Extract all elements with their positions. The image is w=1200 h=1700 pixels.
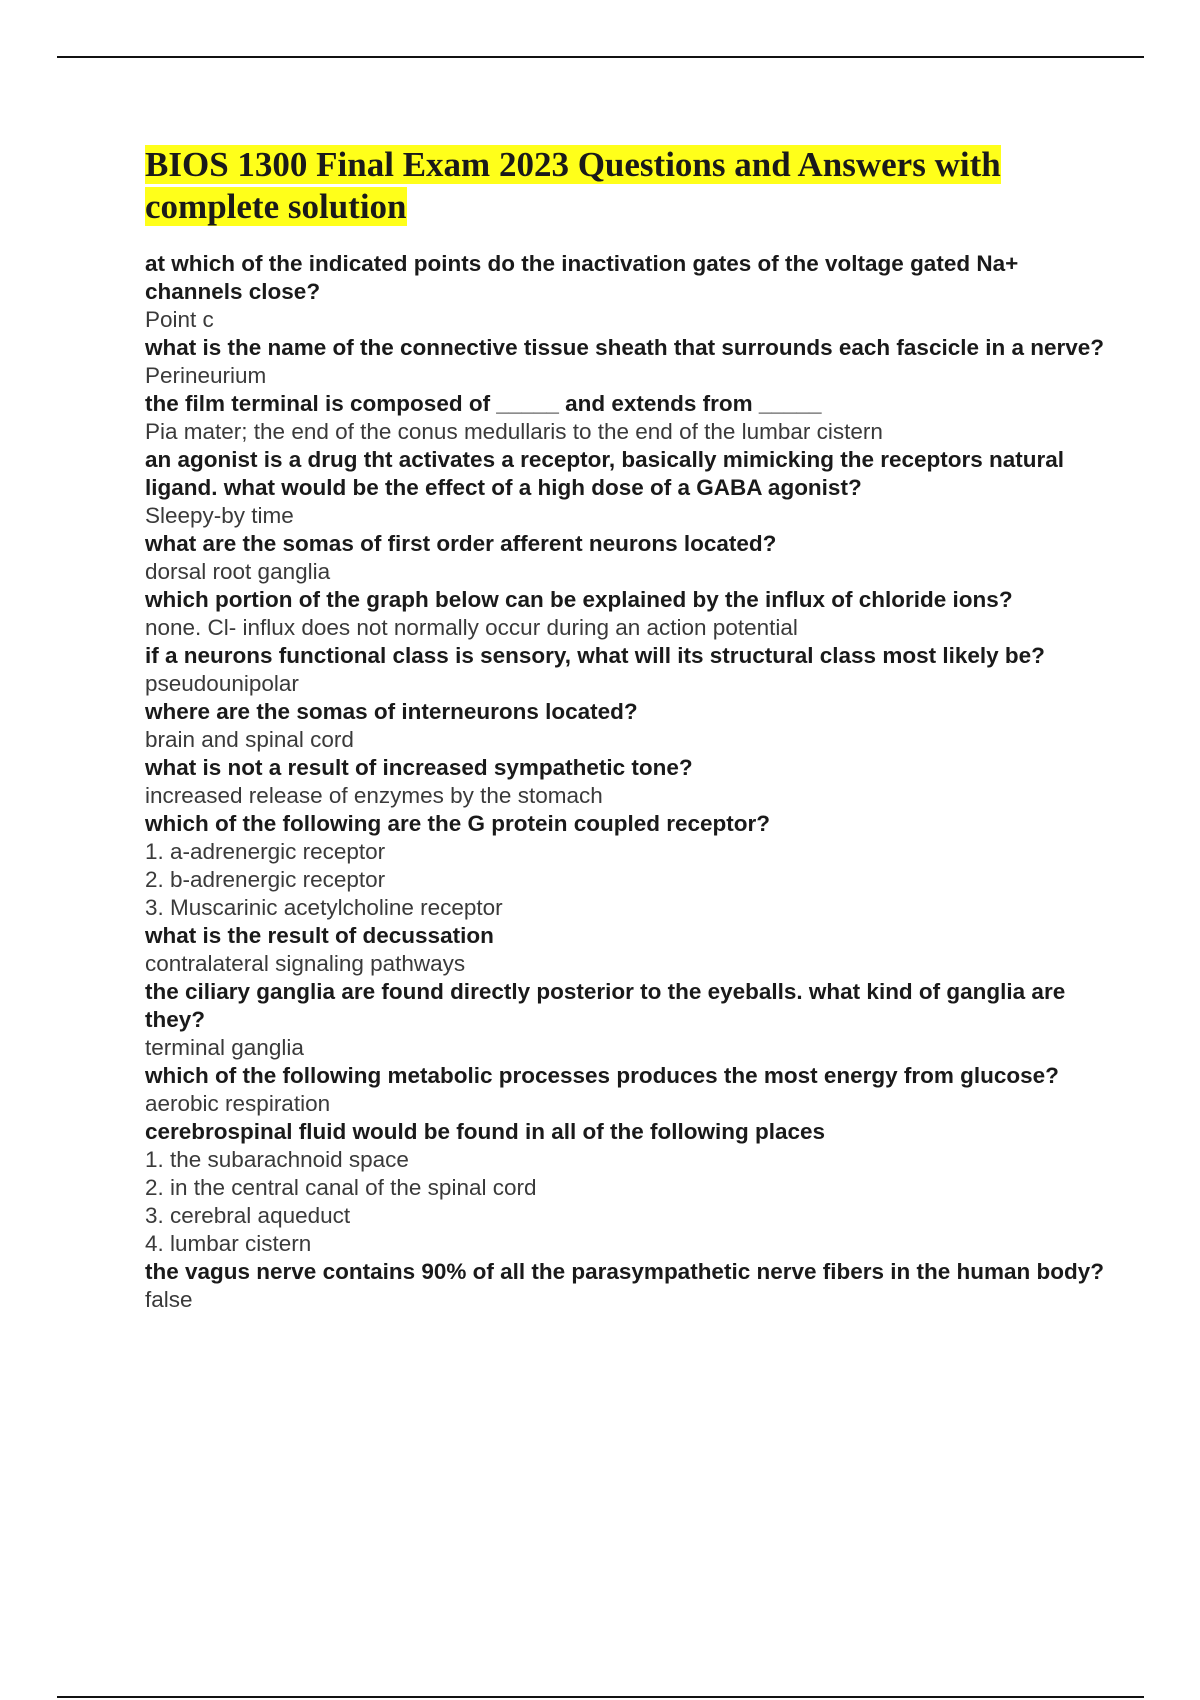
question-text: which of the following are the G protein coupled receptor? bbox=[145, 811, 771, 836]
qa-item bbox=[145, 530, 1105, 586]
qa-item bbox=[145, 978, 1105, 1062]
answer-text: false bbox=[145, 1287, 193, 1312]
question-text: which of the following metabolic processes produces the most energy from glucose? bbox=[145, 1063, 1059, 1088]
answer-text: dorsal root ganglia bbox=[145, 559, 331, 584]
answer-text: contralateral signaling pathways bbox=[145, 951, 466, 976]
qa-item bbox=[145, 334, 1105, 390]
answer-text: Perineurium bbox=[145, 363, 267, 388]
qa-item bbox=[145, 1118, 1105, 1258]
qa-item bbox=[145, 1258, 1105, 1314]
answer-text: Sleepy-by time bbox=[145, 503, 294, 528]
answer-text: pseudounipolar bbox=[145, 671, 299, 696]
document-title bbox=[145, 144, 1105, 228]
qa-item bbox=[145, 642, 1105, 698]
top-rule bbox=[57, 56, 1144, 58]
question-text: the vagus nerve contains 90% of all the parasympathetic nerve fibers in the human body? bbox=[145, 1259, 1105, 1284]
question-text: the ciliary ganglia are found directly posterior to the eyeballs. what kind of ganglia are they? bbox=[145, 979, 1066, 1032]
bottom-rule bbox=[57, 1696, 1144, 1698]
answer-text: 2. in the central canal of the spinal cord bbox=[145, 1175, 537, 1200]
answer-text: 4. lumbar cistern bbox=[145, 1231, 312, 1256]
answer-text: 3. Muscarinic acetylcholine receptor bbox=[145, 895, 503, 920]
question-text: at which of the indicated points do the inactivation gates of the voltage gated Na+ channels close? bbox=[145, 251, 1019, 304]
highlighted-title: BIOS 1300 Final Exam 2023 Questions and Answers with complete solution bbox=[145, 145, 1001, 226]
question-text: if a neurons functional class is sensory, what will its structural class most likely be? bbox=[145, 643, 1045, 668]
question-text: cerebrospinal fluid would be found in all of the following places bbox=[145, 1119, 826, 1144]
answer-text: 3. cerebral aqueduct bbox=[145, 1203, 351, 1228]
qa-item bbox=[145, 390, 1105, 446]
question-text: what is the name of the connective tissue sheath that surrounds each fascicle in a nerve? bbox=[145, 335, 1105, 360]
qa-item bbox=[145, 754, 1105, 810]
qa-item bbox=[145, 922, 1105, 978]
answer-text: Point c bbox=[145, 307, 214, 332]
qa-item bbox=[145, 1062, 1105, 1118]
question-text: what is not a result of increased sympathetic tone? bbox=[145, 755, 693, 780]
answer-text: aerobic respiration bbox=[145, 1091, 331, 1116]
answer-text: brain and spinal cord bbox=[145, 727, 354, 752]
qa-item bbox=[145, 698, 1105, 754]
qa-list bbox=[145, 250, 1105, 1314]
question-text: an agonist is a drug tht activates a receptor, basically mimicking the receptors natural ligand. what would be the effect of a high dose of a GABA agonist? bbox=[145, 447, 1065, 500]
question-text: the film terminal is composed of _____ and extends from _____ bbox=[145, 391, 822, 416]
answer-text: 1. a-adrenergic receptor bbox=[145, 839, 386, 864]
answer-text: increased release of enzymes by the stomach bbox=[145, 783, 603, 808]
question-text: where are the somas of interneurons located? bbox=[145, 699, 638, 724]
answer-text: terminal ganglia bbox=[145, 1035, 304, 1060]
question-text: which portion of the graph below can be explained by the influx of chloride ions? bbox=[145, 587, 1013, 612]
question-text: what are the somas of first order afferent neurons located? bbox=[145, 531, 777, 556]
answer-text: none. Cl- influx does not normally occur during an action potential bbox=[145, 615, 798, 640]
qa-item bbox=[145, 446, 1105, 530]
qa-item bbox=[145, 810, 1105, 922]
answer-text: 2. b-adrenergic receptor bbox=[145, 867, 386, 892]
qa-item bbox=[145, 250, 1105, 334]
document-body bbox=[145, 144, 1105, 1314]
answer-text: Pia mater; the end of the conus medullaris to the end of the lumbar cistern bbox=[145, 419, 883, 444]
qa-item bbox=[145, 586, 1105, 642]
answer-text: 1. the subarachnoid space bbox=[145, 1147, 409, 1172]
question-text: what is the result of decussation bbox=[145, 923, 494, 948]
